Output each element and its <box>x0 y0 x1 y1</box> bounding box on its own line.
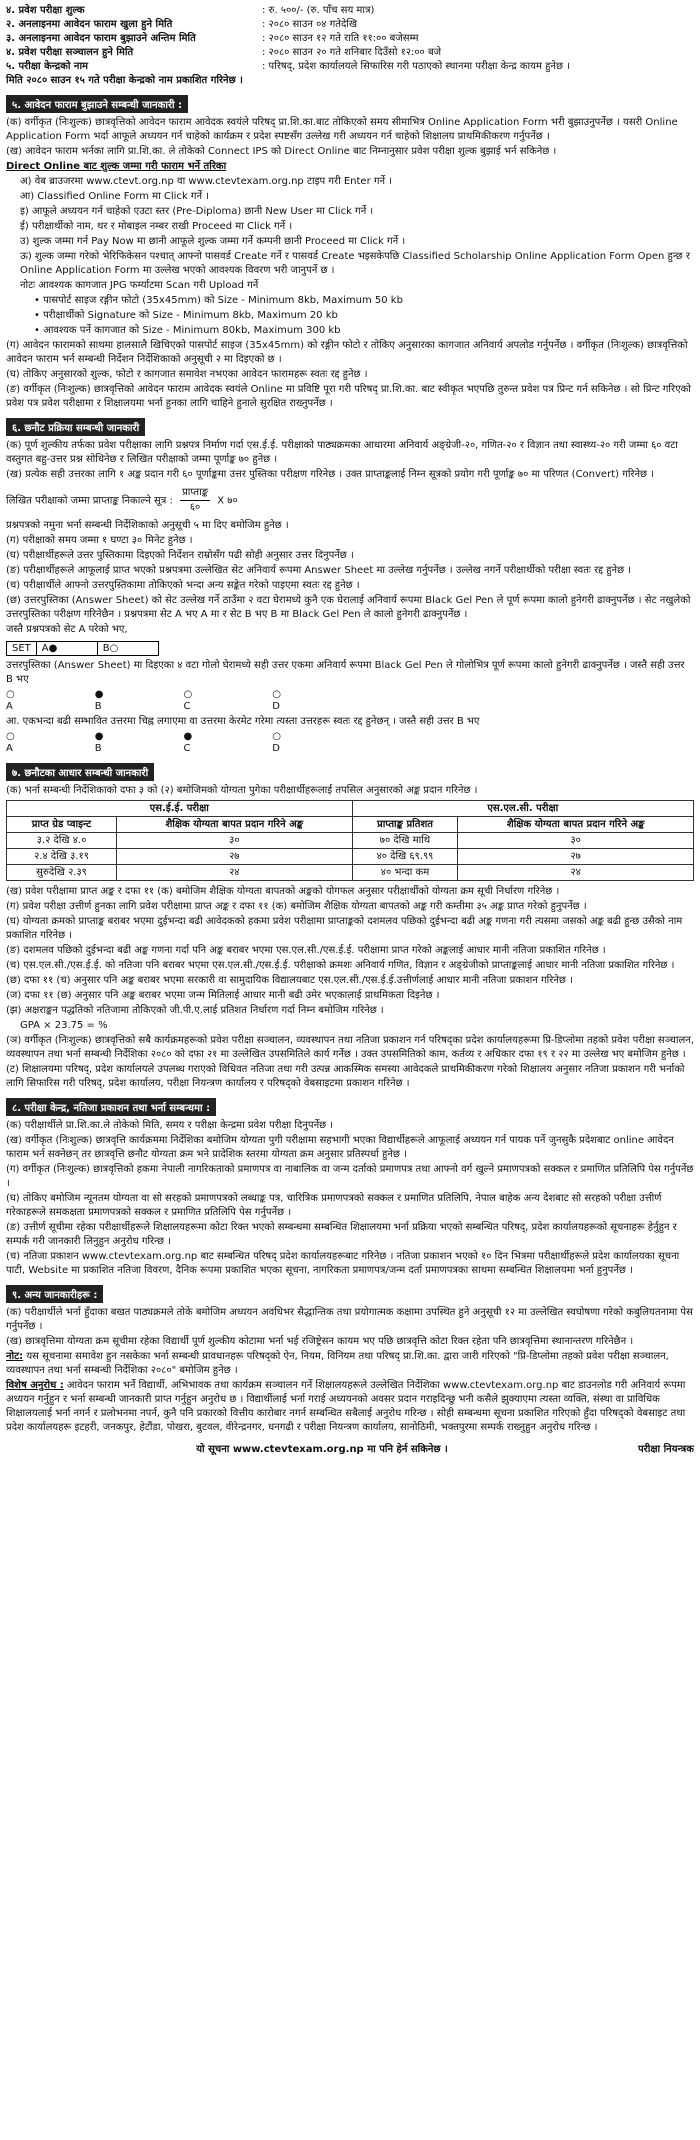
answer-bubble <box>183 731 192 755</box>
note-text: यस सूचनामा समावेश हुन नसकेका भर्ना सम्बन्धी प्रावधानहरू परिषद्को ऐन, नियम, विनियम तथा परिषद् प्रा.शि.का. द्वारा जारी गरिएको "प्रि-डिप्लोमा तहको प्रवेश परीक्षा सञ्चालन, व्यवस्थापन तथा भर्ना सम्बन्धी निर्देशिका २०८०" बमोजिम हुनेछ । <box>6 1351 669 1376</box>
formula-denominator: ६० <box>189 502 201 513</box>
bubble-label: D <box>272 701 280 712</box>
footer-website-note: यो सूचना www.ctevtexam.org.np मा पनि हेर्न सकिनेछ । <box>196 1444 448 1455</box>
table-cell: ४० देखि ६९.९९ <box>352 849 458 865</box>
sec7-paras <box>6 885 694 1018</box>
answer-bubble <box>183 689 192 713</box>
paragraph: प्रश्नपत्रको नमुना भर्ना सम्बन्धी निर्देशिकाको अनुसूची ५ मा दिए बमोजिम हुनेछ । <box>6 520 289 531</box>
bullet-text: आवश्यक पर्ने कागजात को Size - Minimum 80kb, Maximum 300 kb <box>43 325 341 336</box>
info-value: : २०८० साउन १२ गते राति ११:०० बजेसम्म <box>262 33 419 44</box>
note-label: नोट: <box>6 1351 24 1362</box>
info-value: : २०८० साउन ०४ गतेदेखि <box>262 19 358 30</box>
sec6-paras <box>6 519 694 622</box>
answer-bubble <box>272 731 281 755</box>
top-note: मिति २०८० साउन १५ गते परीक्षा केन्द्रको नाम प्रकाशित गरिनेछ । <box>6 75 243 86</box>
col-marks-see: शैक्षिक योग्यता बापत प्रदान गरिने अङ्क <box>116 817 352 833</box>
paragraph: (ज) दफा ११ (छ) अनुसार पनि अङ्क बराबर भएमा जन्म मितिलाई आधार मानी बढी उमेर भएकालाई प्राथमिकता दिइनेछ । <box>6 990 440 1001</box>
info-label: ४. प्रवेश परीक्षा शुल्क <box>6 5 85 16</box>
paragraph: (छ) उत्तरपुस्तिका (Answer Sheet) को सेट उल्लेख गर्ने ठाउँमा २ वटा घेरामध्ये कुनै एक घेरालाई अनिवार्य रूपमा Black Gel Pen ले पूर्ण रूपमा कालो हुनेगरी ढाक्नुपर्नेछ । सेट नखुलेको उत्तरपुस्तिका परीक्षण गरिनेछैन । प्रश्नपत्रमा सेट A भए A मा र सेट B भए B मा Black Gel Pen ले कालो हुनेगरी ढाक्नुपर्नेछ । <box>6 595 691 620</box>
gpa-formula: GPA × 23.75 = % <box>20 1020 108 1031</box>
info-row <box>6 32 694 46</box>
special-text: आवेदन फाराम भर्ने विद्यार्थी, अभिभावक तथा कार्यक्रम सञ्चालन गर्ने शिक्षालयहरूले उल्लेखित निर्देशिका www.ctevtexam.org.np बाट डाउनलोड गरी अनिवार्य रूपमा अध्ययन गर्नुहुन र भर्ना सम्बन्धी जानकारी प्राप्त गर्नुहुन अनुरोध छ । विद्यार्थीलाई भर्ना गराई अध्ययनको अवसर प्रदान गराइदिन्छु भनी कसैले झुक्याएमा त्यस्ता व्यक्ति, संस्था वा प्राविधिक शिक्षालयलाई भर्ना नगर्न र प्रलोभनमा नपर्न, कुनै पनि प्रकारको वित्तीय कारोबार नगर्न सम्बन्धित सबैलाई अनुरोध गरिन्छ । सोही सम्बन्धमा सूचना प्रकाशित गरिएको हुँदा परिषद्को वेबसाइट तथा प्रदेश कार्यालयहरू इटहरी, जनकपुर, हेटौंडा, पोखरा, बुटवल, वीरेन्द्रनगर, धनगढी र परीक्षा नियन्त्रण कार्यालय, सानोठिमी, भक्तपुरमा सम्पर्क राख्नुहुन अनुरोध गरिन्छ । <box>6 1380 686 1433</box>
paragraph: (ङ) दशमलव पछिको दुईभन्दा बढी अङ्क गणना गर्दा पनि अङ्क बराबर भएमा एस.एल.सी./एस.ई.ई. परीक्षामा प्राप्त गरेको अङ्कलाई आधार मानी नतिजा प्रकाशित गरिनेछ । <box>6 945 606 956</box>
sec9-paras <box>6 1306 694 1349</box>
paragraph: (ङ) उत्तीर्ण सूचीमा रहेका परीक्षार्थीहरूले शिक्षालयहरूमा कोटा रिक्त भएको सम्बन्धमा सम्बन्धित शिक्षालयमा भर्ना प्रक्रिया भएको सम्बन्धित परिषद्, प्रदेश कार्यालयहरूको सूचनाहरू हेर्नुहुन र सम्पर्क गरी जानकारी लिनुहुन अनुरोध गरिन्छ । <box>6 1222 677 1247</box>
set-box <box>6 641 159 656</box>
bubble-mark: ● <box>183 731 193 742</box>
info-row <box>6 60 694 74</box>
set-box-b: B○ <box>102 643 119 654</box>
bubble-label: A <box>6 743 13 754</box>
table-row <box>7 849 694 865</box>
direct-online-heading: Direct Online बाट शुल्क जम्मा गरी फाराम भर्ने तरिका <box>6 161 227 172</box>
table-cell: २४ <box>116 865 352 881</box>
paragraph: (घ) तोकिए बमोजिम न्यूनतम योग्यता वा सो सरहको प्रमाणपत्रको लब्धाङ्क पत्र, चारित्रिक प्रमाणपत्रको सक्कल र प्रमाणित प्रतिलिपि, नेपाल बाहेक अन्य देशबाट सो सरहको परीक्षा उत्तीर्ण गरेकाहरूले समकक्षता प्रमाणपत्रको सक्कल र प्रमाणित प्रतिलिपि पेस गर्नुपर्नेछ । <box>6 1193 662 1218</box>
info-value: : परिषद्, प्रदेश कार्यालयले सिफारिस गरी पठाएको स्थानमा परीक्षा केन्द्र कायम हुनेछ । <box>262 61 570 72</box>
section-9-title: ९. अन्य जानकारीहरू : <box>6 1285 103 1303</box>
paragraph: (ङ) वर्गीकृत (निःशुल्क) छात्रवृत्तिको आवेदन फाराम आवेदक स्वयंले Online मा प्रविष्टि पूरा गरी परिषद् प्रा.शि.का. बाट स्वीकृत भएपछि तुरुन्त प्रवेश पत्र प्रिन्ट गर्न सकिनेछ । सो प्रिन्ट गरिएको प्रवेश पत्र प्रवेश परीक्षामा र शिक्षालयमा भर्ना हुनका लागि चाहिने हुनाले सुरक्षित राख्नुपर्नेछ । <box>6 384 691 409</box>
paragraph: (घ) तोकिए अनुसारको शुल्क, फोटो र कागजात समावेश नभएका आवेदन फारामहरू स्वतः रद्द हुनेछ । <box>6 369 368 380</box>
note-para <box>6 1350 694 1378</box>
sec5-p2: (ख) आवेदन फाराम भर्नका लागि प्रा.शि.का. ले तोकेको Connect IPS को Direct Online बाट निम्नानुसार प्रवेश परीक्षा शुल्क बुझाई भर्न सकिनेछ । <box>6 146 557 157</box>
answer-para: उत्तरपुस्तिका (Answer Sheet) मा दिइएका ४ वटा गोलो घेरामध्ये सही उत्तर एकमा अनिवार्य रूपमा Black Gel Pen ले गोलोभित्र पूर्ण रूपमा कालो हुनेगरी ढाक्नुपर्नेछ । जस्तै सही उत्तर B भए <box>6 660 685 685</box>
answer-bubble <box>95 689 104 713</box>
paragraph: (छ) दफा ११ (च) अनुसार पनि अङ्क बराबर भएमा सरकारी वा सामुदायिक विद्यालयबाट एस.एल.सी./एस.ई.ई.उत्तीर्णलाई आधार मानी नतिजा प्रकाशन गरिनेछ । <box>6 975 573 986</box>
section-5-title: ५. आवेदन फाराम बुझाउने सम्बन्धी जानकारी : <box>6 95 188 113</box>
col-marks-slc: शैक्षिक योग्यता बापत प्रदान गरिने अङ्क <box>458 817 694 833</box>
info-label: ३. अनलाइनमा आवेदन फाराम बुझाउने अन्तिम मिति <box>6 33 196 44</box>
table-cell: सुरुदेखि २.३९ <box>7 865 117 881</box>
paragraph: (क) परीक्षार्थीले भर्ना हुँदाका बखत पाठ्यक्रमले तोके बमोजिम अध्ययन अवधिभर सैद्धान्तिक तथा प्रयोगात्मक कक्षामा उपस्थित हुने अनुसूची १२ मा उल्लेखित स्वघोषणा गरेको कबुलियतनामा पेस गर्नुपर्नेछ । <box>6 1307 693 1332</box>
bubble-mark: ○ <box>6 731 15 742</box>
section-6-title: ६. छनौट प्रक्रिया सम्बन्धी जानकारी <box>6 418 145 436</box>
bullet-text: पासपोर्ट साइज रङ्गीन फोटो (35x45mm) को Size - Minimum 8kb, Maximum 50 kb <box>43 295 403 306</box>
bubble-label: B <box>94 743 102 754</box>
table-head-see: एस.ई.ई. परीक्षा <box>7 801 353 817</box>
step-item: उ) शुल्क जम्मा गर्न Pay Now मा छानी आफूले शुल्क जम्मा गर्ने कम्पनी छानी Proceed मा Click गर्ने । <box>20 236 406 247</box>
paragraph: (ङ) परीक्षार्थीहरूले आफूलाई प्राप्त भएको प्रश्नपत्रमा उल्लेखित सेट अनिवार्य रूपमा Answer Sheet मा उल्लेख गर्नुपर्नेछ । उल्लेख नगर्ने परीक्षार्थीको परीक्षा स्वतः रद्द हुनेछ । <box>6 565 632 576</box>
bubble-label: C <box>183 743 191 754</box>
paragraph: (ख) प्रवेश परीक्षामा प्राप्त अङ्क र दफा ११ (क) बमोजिम शैक्षिक योग्यता बापतको अङ्कको योगफल अनुसार परीक्षार्थीको योग्यता क्रम सूची निर्धारण गरिनेछ । <box>6 886 560 897</box>
table-cell: २७ <box>458 849 694 865</box>
table-cell: २४ <box>458 865 694 881</box>
formula-numerator: प्राप्ताङ्क <box>180 486 210 501</box>
set-example-label: जस्तै प्रश्नपत्रको सेट A परेको भए, <box>6 624 128 635</box>
sec5-paras <box>6 339 694 411</box>
table-cell: ४० भन्दा कम <box>352 865 458 881</box>
bubble-mark: ● <box>94 689 104 700</box>
paragraph: (क) परीक्षार्थीले प्रा.शि.का.ले तोकेको मिति, समय र परीक्षा केन्द्रमा प्रवेश परीक्षा दिनुपर्नेछ । <box>6 1120 334 1131</box>
paragraph: (घ) परीक्षार्थीहरूले उत्तर पुस्तिकामा दिइएको निर्देशन राम्रोसँग पढी सोही अनुसार उत्तर दिनुपर्नेछ । <box>6 550 354 561</box>
col-grade-point: प्राप्त ग्रेड प्वाइन्ट <box>7 817 117 833</box>
step-item: ई) परीक्षार्थीको नाम, थर र मोबाइल नम्बर राखी Proceed मा Click गर्ने । <box>20 221 293 232</box>
bubble-mark: ○ <box>272 731 281 742</box>
table-cell: ३० <box>458 833 694 849</box>
bullet-dot: • <box>34 295 44 306</box>
paragraph: (ग) परीक्षाको समय जम्मा १ घण्टा ३० मिनेट हुनेछ । <box>6 535 193 546</box>
table-cell: ३० <box>116 833 352 849</box>
bubble-mark: ○ <box>183 689 193 700</box>
table-head-slc: एस.एल.सी. परीक्षा <box>352 801 693 817</box>
section-8-title: ८. परीक्षा केन्द्र, नतिजा प्रकाशन तथा भर्ना सम्बन्धमा : <box>6 1098 216 1116</box>
table-row <box>7 865 694 881</box>
bubble-row-correct <box>6 689 694 713</box>
paragraph: (च) नतिजा प्रकाशन www.ctevtexam.org.np बाट सम्बन्धित परिषद् प्रदेश कार्यालयहरूबाट गरिनेछ । नतिजा प्रकाशन भएको १० दिन भित्रमा परीक्षार्थीहरूले प्रदेश कार्यालयका सूचना पाटी, Website मा प्रकाशित नतिजा विवरण, दैनिक रूपमा प्रकाशित भएका सूचना, नागरिकता प्रमाणपत्र/जन्म दर्ता प्रमाणपत्रका साथमा सम्बन्धित शिक्षालयमा भर्ना हुनुपर्नेछ । <box>6 1251 680 1276</box>
formula <box>6 486 694 515</box>
special-label: विशेष अनुरोध : <box>6 1380 64 1391</box>
paragraph: (घ) योग्यता क्रमको प्राप्ताङ्क बराबर भएमा दुईभन्दा बढी आवेदकको हकमा प्रवेश परीक्षामा प्राप्ताङ्कको दशमलव पछिको दुईभन्दा बढी अङ्क गणना गरी त्यसमा जसको अङ्क बढी हुन्छ उसैको नाम प्रकाशित गरिनेछ । <box>6 916 683 941</box>
sec7-last2: (ट) शिक्षालयमा परिषद्, प्रदेश कार्यालयले उपलब्ध गराएको विधिवत नतिजा तथा गरी उत्पन्न आकस्मिक समस्या आवेदकले प्राथमिकीकरण गरेको शिक्षालय अनुसार नतिजा प्रकाशन गरी भर्नाको लागि सिफारिस गरी परिषद्, प्रदेश कार्यालय, परीक्षा नियन्त्रण कार्यालय र परिषद्को वेबसाइटमा प्रकाशन गरिनेछ । <box>6 1064 685 1089</box>
bullet-text: परीक्षार्थीको Signature को Size - Minimum 8kb, Maximum 20 kb <box>43 310 338 321</box>
table-row <box>7 833 694 849</box>
footer <box>6 1441 694 1455</box>
sec5-p1: (क) वर्गीकृत (निःशुल्क) छात्रवृत्तिको आवेदन फाराम आवेदक स्वयंले परिषद् प्रा.शि.का.बाट तोकिएको समय सीमाभित्र Online Application Form भरी बुझाउनुपर्नेछ । यसरी Online Application Form भर्दा आफूले अध्ययन गर्न चाहेको कार्यक्रम र प्रदेश स्पष्टसँग उल्लेख गरी अध्ययन गर्न चाहेको शिक्षालय प्राथमिकीकरण गर्नुपर्नेछ । <box>6 117 678 142</box>
info-row <box>6 18 694 32</box>
paragraph: (च) एस.एल.सी./एस.ई.ई. को नतिजा पनि बराबर भएमा एस.एल.सी./एस.ई.ई. परीक्षाको क्रमशः अनिवार्य गणित, विज्ञान र अङ्ग्रेजीको प्राप्ताङ्कलाई आधार मानी नतिजा प्रकाशित गरिनेछ । <box>6 960 675 971</box>
set-box-label: SET <box>7 642 37 655</box>
sec8-paras <box>6 1119 694 1278</box>
answer-bubble <box>95 731 104 755</box>
bubble-mark: ○ <box>272 689 281 700</box>
info-value: : रु. ५००/- (रु. पाँच सय मात्र) <box>262 5 375 16</box>
step-item: आ) Classified Online Form मा Click गर्ने । <box>20 191 210 202</box>
table-cell: २७ <box>116 849 352 865</box>
info-label: ४. प्रवेश परीक्षा सञ्चालन हुने मिति <box>6 47 134 58</box>
sec6-p1: (क) पूर्ण शुल्कीय तर्फका प्रवेश परीक्षाका लागि प्रश्नपत्र निर्माण गर्दा एस.ई.ई. परीक्षाको पाठ्यक्रमका आधारमा अनिवार्य अङ्ग्रेजी-२०, गणित-२० र विज्ञान तथा स्वास्थ्य-२० गरी जम्मा ६० वटा वस्तुगत बहु-उत्तर प्रश्न सोधिनेछ र लिखित परीक्षाको जम्मा पूर्णाङ्क ७० हुनेछ । <box>6 440 678 465</box>
paragraph: (ग) प्रवेश परीक्षा उत्तीर्ण हुनका लागि प्रवेश परीक्षामा प्राप्त अङ्क र दफा ११ (क) बमोजिम शैक्षिक योग्यता बापतको अङ्क गरी कम्तीमा ३५ अङ्क प्राप्त गरेको हुनुपर्नेछ । <box>6 901 587 912</box>
upload-bullets <box>6 294 694 338</box>
table-cell: ३.२ देखि ४.० <box>7 833 117 849</box>
bubble-mark: ○ <box>6 689 15 700</box>
note-intro: नोटः आवश्यक कागजात JPG फर्म्याटमा Scan गरी Upload गर्ने <box>20 280 259 291</box>
bullet-item <box>34 294 694 308</box>
info-label: ५. परीक्षा केन्द्रको नाम <box>6 61 89 72</box>
bullet-item <box>34 324 694 338</box>
bubble-label: D <box>272 743 280 754</box>
formula-fraction <box>180 486 210 515</box>
bullet-dot: • <box>34 310 44 321</box>
step-item: इ) आफूले अध्ययन गर्न चाहेको एउटा स्तर (Pre-Diploma) छानी New User मा Click गर्ने । <box>20 206 374 217</box>
multi-answer-para: आ. एकभन्दा बढी सम्भावित उत्तरमा चिह्न लगाएमा वा उत्तरमा केरमेट गरेमा त्यस्ता उत्तरहरू स्वतः रद्द हुनेछन् । जस्तै सही उत्तर B भए <box>6 716 480 727</box>
sec6-p2: (ख) प्रत्येक सही उत्तरका लागि १ अङ्क प्रदान गरी ६० पूर्णाङ्कमा उत्तर पुस्तिका परीक्षण गरिनेछ । उक्त प्राप्ताङ्कलाई निम्न सूत्रको प्रयोग गरी पूर्णाङ्क ७० मा परिणत (Convert) गरिनेछ । <box>6 469 655 480</box>
footer-signature: परीक्षा नियन्त्रक <box>637 1444 694 1455</box>
table-cell: ७० देखि माथि <box>352 833 458 849</box>
paragraph: (च) परीक्षार्थीले आफ्नो उत्तरपुस्तिकामा तोकिएको भन्दा अन्य सङ्केत गरेको पाइएमा स्वतः रद्द हुनेछ । <box>6 580 360 591</box>
answer-bubble <box>6 731 15 755</box>
bullet-dot: • <box>34 325 44 336</box>
info-value: : २०८० साउन २० गते शनिबार दिउँसो १२:०० बजे <box>262 47 442 58</box>
special-para <box>6 1379 694 1435</box>
steps-list <box>6 175 694 278</box>
paragraph: (झ) अक्षराङ्कन पद्धतिको नतिजामा तोकिएको जी.पी.ए.लाई प्रतिशत निर्धारण गर्दा निम्न बमोजिम गरिनेछ । <box>6 1005 384 1016</box>
step-item: ऊ) शुल्क जम्मा गरेको भेरिफिकेसन पश्चात् आफ्नो पासवर्ड Create गर्ने र पासवर्ड Create भइसकेपछि Classified Scholarship Online Application Form Open हुन्छ र Online Application Form मा उल्लेख भएको आवश्यक विवरण भरी जानुपर्ने छ । <box>20 251 690 276</box>
table-cell: २.४ देखि ३.१९ <box>7 849 117 865</box>
formula-multiplier: X ७० <box>217 495 238 507</box>
info-row <box>6 4 694 18</box>
step-item: अ) वेब ब्राउजरमा www.ctevt.org.np वा www.ctevtexam.org.np टाइप गरी Enter गर्ने । <box>20 176 393 187</box>
direct-online-title <box>6 160 694 174</box>
info-label: २. अनलाइनमा आवेदन फाराम खुला हुने मिति <box>6 19 173 30</box>
paragraph: (ग) वर्गीकृत (निःशुल्क) छात्रवृत्तिको हकमा नेपाली नागरिकताको प्रमाणपत्र वा नाबालिक वा जन्म दर्ताको प्रमाणपत्र तथा आफ्नो वर्ग खुल्ने प्रमाणपत्रको सक्कल र प्रमाणित प्रतिलिपि पेस गर्नुपर्नेछ । <box>6 1164 694 1189</box>
grade-table <box>6 800 694 881</box>
section-7-title: ७. छनौटका आधार सम्बन्धी जानकारी <box>6 763 154 781</box>
answer-bubble <box>6 689 15 713</box>
info-row <box>6 46 694 60</box>
bubble-label: A <box>6 701 13 712</box>
bubble-label: C <box>183 701 191 712</box>
sec7-last: (ञ) वर्गीकृत (निःशुल्क) छात्रवृत्तिको सबै कार्यक्रमहरूको प्रवेश परीक्षा सञ्चालन, व्यवस्थापन तथा नतिजा प्रकाशन गर्न परिषद्का प्रदेश कार्यालयहरूमा प्रि-डिप्लोमा तहको प्रवेश परीक्षा सञ्चालन, व्यवस्थापन तथा भर्ना सम्बन्धी निर्देशिका २०८० को दफा २१ मा उल्लेखित उपसमितिले कार्य गर्नेछ । उक्त उपसमितिको काम, कर्तव्य र अधिकार दफा १९ र २२ मा उल्लेख भए बमोजिम हुनेछ । <box>6 1035 695 1060</box>
paragraph: (ख) वर्गीकृत (निःशुल्क) छात्रवृत्ति कार्यक्रममा निर्देशिका बमोजिम योग्यता पुगी परीक्षामा सहभागी भएका विद्यार्थीहरूले आफूलाई अध्ययन गर्न पायक पर्ने जुनसुकै प्रदेशबाट online आवेदन फाराम भर्न सक्नेछन् तर छात्रवृत्ति छनौट योग्यता क्रम भने प्रादेशिक स्तरमा योग्यता क्रम अनुसार प्रतिस्पर्धा हुनेछ । <box>6 1135 674 1160</box>
paragraph: (ग) आवेदन फारामको साथमा हालसालै खिचिएको पासपोर्ट साइज (35x45mm) को रङ्गीन फोटो र तोकिए अनुसारका कागजात अनिवार्य अपलोड गर्नुपर्नेछ । वर्गीकृत (निःशुल्क) छात्रवृत्तिको आवेदन फाराम भर्न सम्बन्धी निर्देशन निर्देशिकाको अनुसूची २ मा दिइएको छ । <box>6 340 688 365</box>
bubble-row-invalid <box>6 731 694 755</box>
formula-label: लिखित परीक्षाको जम्मा प्राप्ताङ्क निकाल्ने सूत्र : <box>6 495 173 507</box>
sec7-p1: (क) भर्ना सम्बन्धी निर्देशिकाको दफा ३ को (२) बमोजिमको योग्यता पुगेका परीक्षार्थीहरूलाई तपसिल अनुसारको अङ्क प्रदान गरिनेछ । <box>6 785 478 796</box>
top-info <box>6 4 694 74</box>
set-box-a: A● <box>37 642 98 655</box>
col-percent: प्राप्ताङ्क प्रतिशत <box>352 817 458 833</box>
bullet-item <box>34 309 694 323</box>
answer-bubble <box>272 689 281 713</box>
bubble-label: B <box>94 701 102 712</box>
bubble-mark: ● <box>94 731 104 742</box>
paragraph: (ख) छात्रवृत्तिमा योग्यता क्रम सूचीमा रहेका विद्यार्थी पूर्ण शुल्कीय कोटामा भर्ना भई रजिष्ट्रेसन कायम भए पछि छात्रवृत्ति कोटा रिक्त रहेता पनि छात्रवृत्तिमा स्थानान्तरण गरिनेछैन । <box>6 1336 634 1347</box>
